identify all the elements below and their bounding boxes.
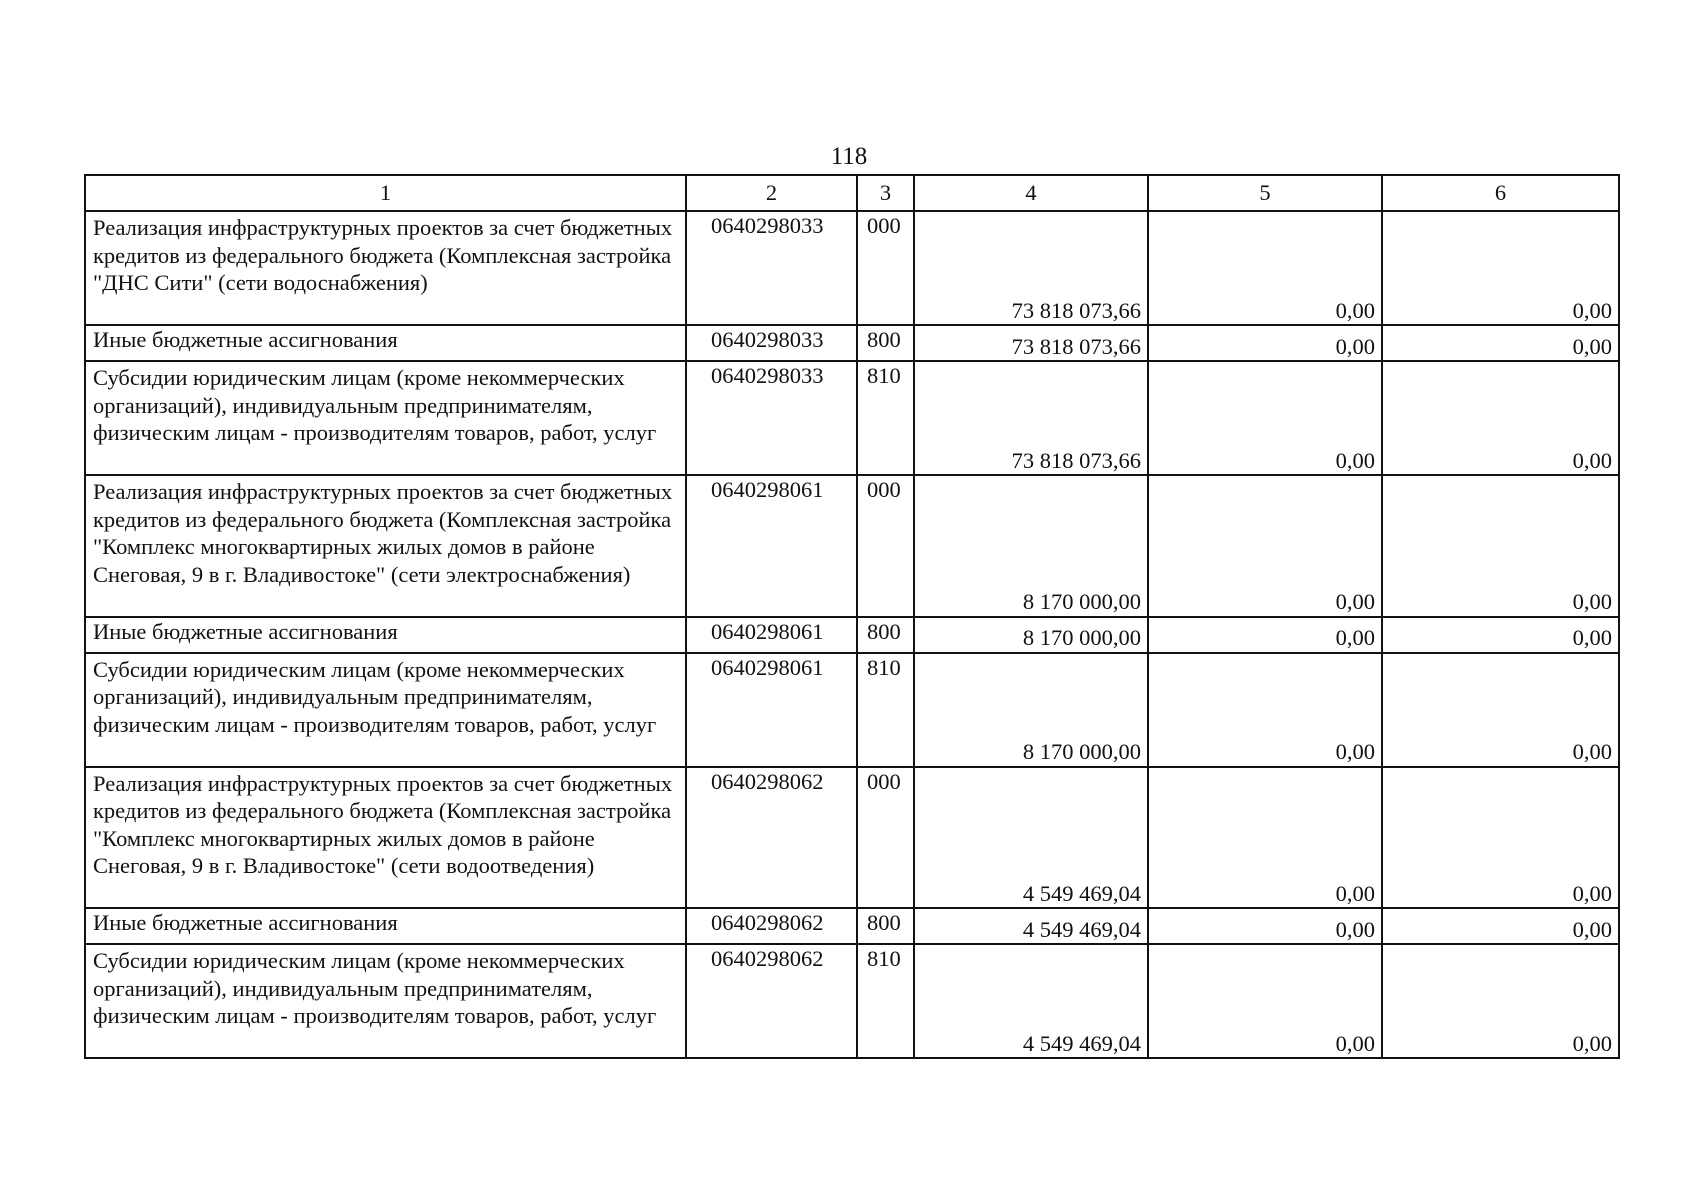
row-type-cell: 810	[857, 653, 914, 767]
row-type-cell: 800	[857, 325, 914, 361]
row-col5-cell: 0,00	[1148, 653, 1382, 767]
row-name-cell: Субсидии юридическим лицам (кроме некоммерческих организаций), индивидуальным предпринимателям, физическим лицам - производителям товаров, работ, услуг	[85, 653, 686, 767]
header-cell-6: 6	[1382, 175, 1619, 211]
row-col5-cell: 0,00	[1148, 361, 1382, 475]
row-col4-cell: 4 549 469,04	[914, 944, 1148, 1058]
row-name-cell: Реализация инфраструктурных проектов за счет бюджетных кредитов из федерального бюджета (Комплексная застройка "Комплекс многоквартирных жилых домов в районе Снеговая, 9 в г. Владивостоке" (сети водоотведения)	[85, 767, 686, 909]
row-code-cell: 0640298033	[686, 211, 857, 325]
row-name-cell: Реализация инфраструктурных проектов за счет бюджетных кредитов из федерального бюджета (Комплексная застройка "Комплекс многоквартирных жилых домов в районе Снеговая, 9 в г. Владивостоке" (сети электроснабжения)	[85, 475, 686, 617]
row-type-cell: 810	[857, 361, 914, 475]
row-col6-cell: 0,00	[1382, 617, 1619, 653]
row-col6-cell: 0,00	[1382, 653, 1619, 767]
row-code-cell: 0640298062	[686, 767, 857, 909]
row-type-cell: 000	[857, 211, 914, 325]
row-col4-cell: 73 818 073,66	[914, 325, 1148, 361]
row-type-cell: 800	[857, 617, 914, 653]
row-col6-cell: 0,00	[1382, 361, 1619, 475]
row-col5-cell: 0,00	[1148, 617, 1382, 653]
row-col4-cell: 4 549 469,04	[914, 908, 1148, 944]
row-col6-cell: 0,00	[1382, 767, 1619, 909]
row-code-cell: 0640298033	[686, 325, 857, 361]
table-row	[85, 361, 1619, 475]
budget-table-body	[85, 175, 1619, 1058]
header-row	[85, 175, 1619, 211]
row-type-cell: 000	[857, 767, 914, 909]
row-code-cell: 0640298061	[686, 475, 857, 617]
row-name-cell: Иные бюджетные ассигнования	[85, 908, 686, 944]
row-name-cell: Иные бюджетные ассигнования	[85, 325, 686, 361]
row-code-cell: 0640298061	[686, 653, 857, 767]
row-col4-cell: 73 818 073,66	[914, 211, 1148, 325]
row-col6-cell: 0,00	[1382, 211, 1619, 325]
row-col4-cell: 73 818 073,66	[914, 361, 1148, 475]
row-code-cell: 0640298061	[686, 617, 857, 653]
row-col6-cell: 0,00	[1382, 944, 1619, 1058]
row-type-cell: 800	[857, 908, 914, 944]
row-col5-cell: 0,00	[1148, 475, 1382, 617]
row-col4-cell: 4 549 469,04	[914, 767, 1148, 909]
header-cell-1: 1	[85, 175, 686, 211]
row-col5-cell: 0,00	[1148, 325, 1382, 361]
table-row	[85, 767, 1619, 909]
table-row	[85, 908, 1619, 944]
table-row	[85, 617, 1619, 653]
header-cell-5: 5	[1148, 175, 1382, 211]
row-type-cell: 810	[857, 944, 914, 1058]
table-row	[85, 653, 1619, 767]
row-col4-cell: 8 170 000,00	[914, 653, 1148, 767]
row-col5-cell: 0,00	[1148, 767, 1382, 909]
row-name-cell: Иные бюджетные ассигнования	[85, 617, 686, 653]
row-type-cell: 000	[857, 475, 914, 617]
header-cell-3: 3	[857, 175, 914, 211]
row-col6-cell: 0,00	[1382, 908, 1619, 944]
header-cell-2: 2	[686, 175, 857, 211]
row-name-cell: Реализация инфраструктурных проектов за счет бюджетных кредитов из федерального бюджета (Комплексная застройка "ДНС Сити" (сети водоснабжения)	[85, 211, 686, 325]
table-row	[85, 475, 1619, 617]
table-row	[85, 325, 1619, 361]
row-col6-cell: 0,00	[1382, 325, 1619, 361]
row-col5-cell: 0,00	[1148, 944, 1382, 1058]
row-name-cell: Субсидии юридическим лицам (кроме некоммерческих организаций), индивидуальным предпринимателям, физическим лицам - производителям товаров, работ, услуг	[85, 361, 686, 475]
row-code-cell: 0640298062	[686, 944, 857, 1058]
table-row	[85, 211, 1619, 325]
row-col4-cell: 8 170 000,00	[914, 617, 1148, 653]
budget-table	[84, 174, 1620, 1059]
table-row	[85, 944, 1619, 1058]
row-col6-cell: 0,00	[1382, 475, 1619, 617]
row-col4-cell: 8 170 000,00	[914, 475, 1148, 617]
row-code-cell: 0640298062	[686, 908, 857, 944]
header-cell-4: 4	[914, 175, 1148, 211]
row-name-cell: Субсидии юридическим лицам (кроме некоммерческих организаций), индивидуальным предпринимателям, физическим лицам - производителям товаров, работ, услуг	[85, 944, 686, 1058]
row-col5-cell: 0,00	[1148, 908, 1382, 944]
row-col5-cell: 0,00	[1148, 211, 1382, 325]
row-code-cell: 0640298033	[686, 361, 857, 475]
page-number: 118	[830, 143, 868, 170]
